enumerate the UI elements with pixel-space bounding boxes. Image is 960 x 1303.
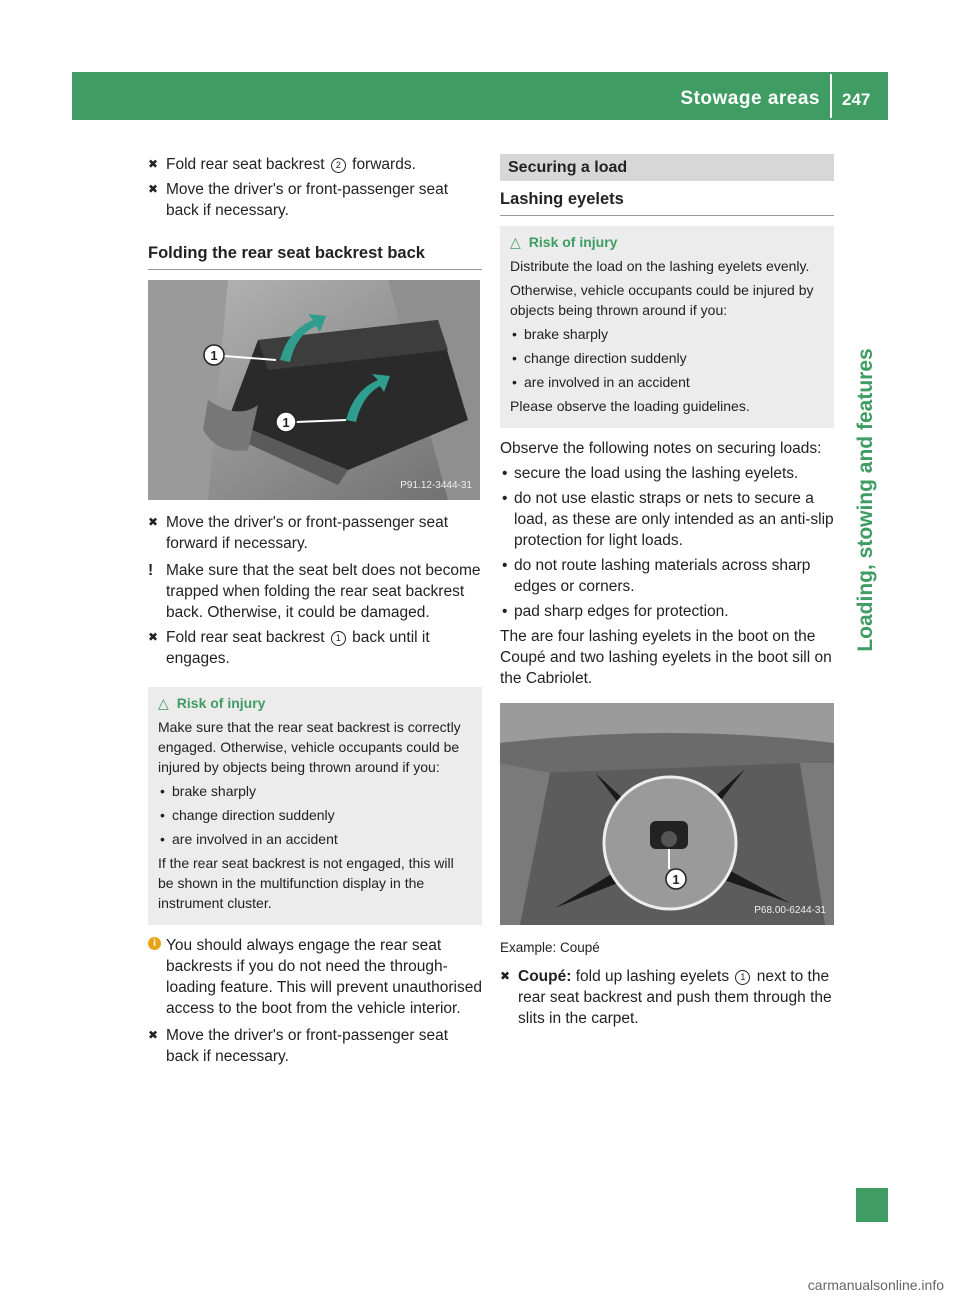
left-column [148,154,482,1071]
rear-seat-illustration [148,280,480,500]
image-caption: Example: Coupé [500,940,600,955]
header-divider [830,74,832,118]
warning-triangle-icon: △ [158,695,169,711]
callout-1-label: 1 [282,415,290,430]
list-item: • do not use elastic straps or nets to secure a load, as these are only intended as an anti-slip protection for light loads. [500,488,834,551]
list-item: • change direction suddenly [158,805,472,825]
callout-1-label: 1 [672,872,680,887]
list-item: • change direction suddenly [510,348,824,368]
page-number: 247 [842,90,871,109]
section-heading-lashing: Lashing eyelets [500,189,834,216]
intro-text: Observe the following notes on securing loads: [500,440,822,457]
step-arrow-icon: ✖ [500,969,511,983]
list-item: • are involved in an accident [510,372,824,392]
step-arrow-icon: ✖ [148,157,159,171]
list-item: • pad sharp edges for protection. [500,601,834,622]
chapter-tab [844,120,888,1222]
image-code: P68.00-6244-31 [754,905,826,916]
info-note: i You should always engage the rear seat backrests if you do not need the through-loading feature. This will prevent unauthorised access to the boot from the vehicle interior. [148,935,482,1019]
exclamation-icon: ! [148,562,154,579]
step-arrow-icon: ✖ [148,630,159,644]
step-fold-back: ✖ Fold rear seat backrest 1 back until it engages. [148,629,430,667]
step-coupe-eyelets: ✖ Coupé: fold up lashing eyelets 1 next to the rear seat backrest and push them through the slits in the carpet. [500,968,832,1027]
chapter-title: Loading, stowing and features [854,348,877,652]
chapter-marker [856,1188,888,1222]
right-column [500,154,834,1033]
body-text: The are four lashing eyelets in the boot on the Coupé and two lashing eyelets in the boot sill on the Cabriolet. [500,628,832,687]
step-arrow-icon: ✖ [148,1028,159,1042]
list-item: • are involved in an accident [158,829,472,849]
note-seat-belt: ! Make sure that the seat belt does not become trapped when folding the rear seat backrest back. Otherwise, it could be damaged. [148,562,481,621]
warning-title: △ Risk of injury [510,234,618,250]
warning-box: △ Risk of injury Distribute the load on the lashing eyelets evenly. Otherwise, vehicle occupants could be injured by objects being thrown around if you: • brake sharply • change direction suddenly • are involved in an accident Please observe the loading guidelines. [500,226,834,428]
list-item: • brake sharply [510,324,824,344]
step-move-seat-back-2: ✖ Move the driver's or front-passenger seat back if necessary. [148,1027,449,1065]
boot-image [500,703,834,925]
info-icon: i [148,937,161,950]
list-item: • brake sharply [158,781,472,801]
step-move-seat-back: ✖ Move the driver's or front-passenger seat back if necessary. [148,181,449,219]
warning-box: △ Risk of injury Make sure that the rear seat backrest is correctly engaged. Otherwise, vehicle occupants could be injured by objects being thrown around if you: • brake sharply • change direction suddenly • are involved in an accident If the rear seat backrest is not engaged, this will be shown in the multifunction display in the instrument cluster. [148,687,482,925]
step-fold-forward: ✖ Fold rear seat backrest 2 forwards. [148,156,416,173]
step-arrow-icon: ✖ [148,182,159,196]
section-title: Stowage areas [680,88,820,109]
callout-1-label: 1 [210,348,218,363]
section-banner: Securing a load [500,154,834,181]
footer-watermark: carmanualsonline.info [807,1277,944,1293]
section-heading-folding: Folding the rear seat backrest back [148,243,482,270]
warning-triangle-icon: △ [510,234,521,250]
list-item: • do not route lashing materials across sharp edges or corners. [500,555,834,597]
image-code: P91.12-3444-31 [400,480,472,491]
step-move-seat-forward: ✖ Move the driver's or front-passenger seat forward if necessary. [148,514,449,552]
callout-1-icon: 1 [331,631,346,646]
rear-seat-image [148,280,480,500]
warning-title: △ Risk of injury [158,695,266,711]
callout-2-icon: 2 [331,158,346,173]
lashing-eyelet-illustration [500,703,834,925]
step-arrow-icon: ✖ [148,515,159,529]
callout-1-icon: 1 [735,970,750,985]
list-item: • secure the load using the lashing eyelets. [500,463,834,484]
